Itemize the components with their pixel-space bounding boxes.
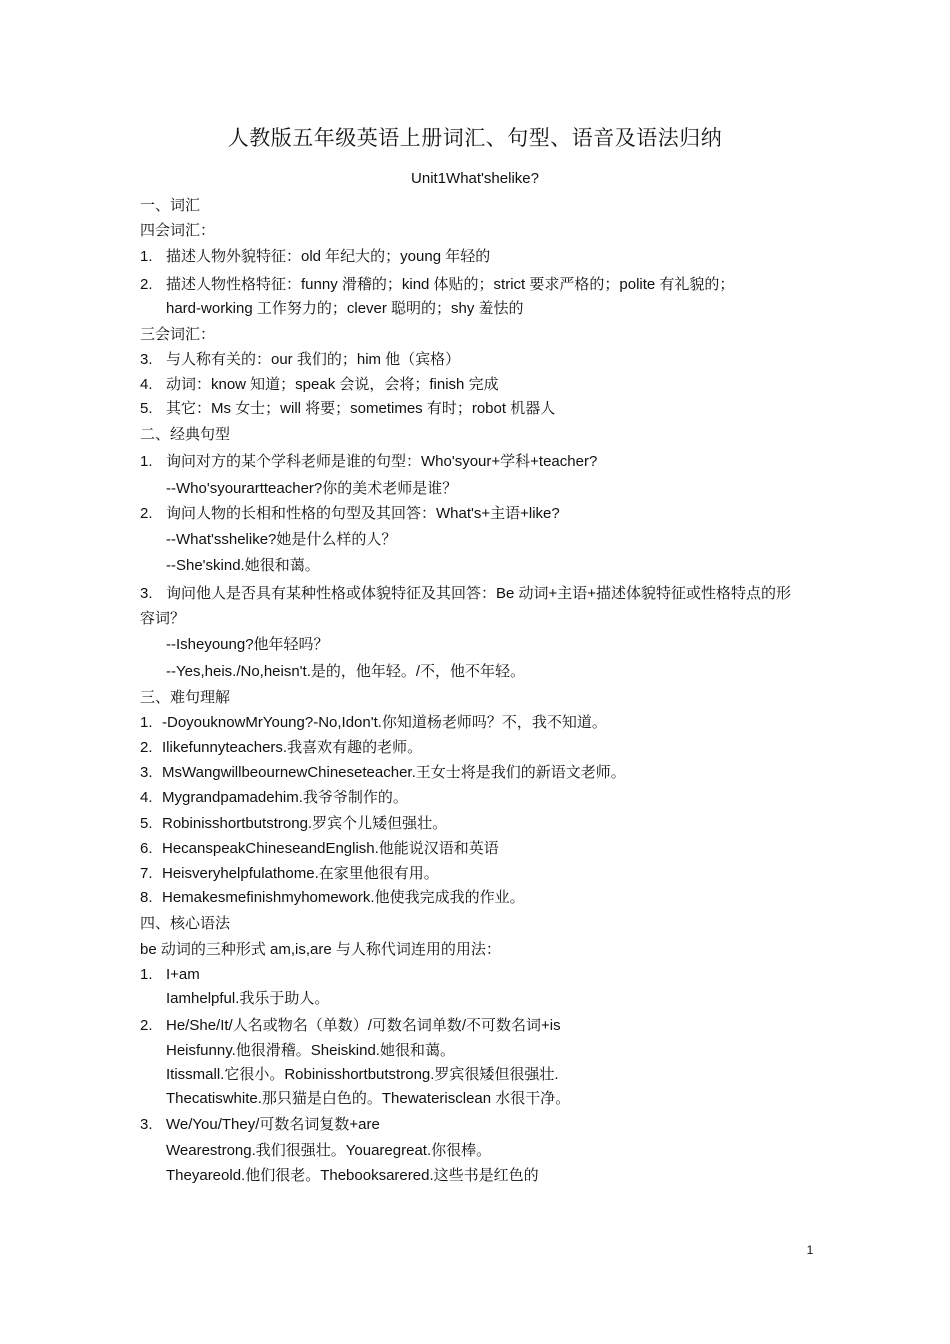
list-text: 描述人物外貌特征：old 年纪大的；young 年轻的 — [166, 248, 491, 265]
list-text: Mygrandpamadehim.我爷爷制作的。 — [162, 789, 408, 806]
example-sentence: Wearestrong.我们很强壮。Youaregreat.你很棒。 — [166, 1142, 492, 1159]
page-number: 1 — [806, 1243, 814, 1257]
list-item-continuation: hard-working 工作努力的；clever 聪明的；shy 羞怯的 — [166, 300, 524, 317]
list-number: 2. — [140, 276, 153, 293]
section-heading-grammar: 四、核心语法 — [140, 914, 231, 932]
example-sentence: --What'sshelike?她是什么样的人？ — [166, 531, 397, 548]
list-text: I+am — [166, 966, 200, 983]
list-item — [140, 864, 439, 884]
example-sentence: Heisfunny.他很滑稽。Sheiskind.她很和蔼。 — [166, 1042, 455, 1059]
list-item — [140, 738, 422, 758]
list-number: 2. — [140, 739, 153, 756]
list-text: 询问对方的某个学科老师是谁的句型：Who'syour+学科+teacher? — [166, 453, 598, 470]
list-item — [140, 965, 200, 985]
list-item — [140, 1016, 561, 1036]
list-number: 6. — [140, 840, 153, 857]
list-text: HecanspeakChineseandEnglish.他能说汉语和英语 — [162, 840, 499, 857]
list-number: 2. — [140, 505, 153, 522]
list-text: Ilikefunnyteachers.我喜欢有趣的老师。 — [162, 739, 423, 756]
list-item — [140, 763, 626, 783]
list-text: Robinisshortbutstrong.罗宾个儿矮但强壮。 — [162, 815, 448, 832]
example-sentence: Itissmall.它很小。Robinisshortbutstrong.罗宾很矮但很强壮. — [166, 1066, 559, 1083]
list-text: We/You/They/可数名词复数+are — [166, 1116, 380, 1133]
list-number: 3. — [140, 351, 153, 368]
subheading-four-skill: 四会词汇： — [140, 221, 216, 239]
example-sentence: --Isheyoung?他年轻吗？ — [166, 636, 329, 653]
list-item — [140, 452, 597, 472]
list-text: 动词：know 知道；speak 会说，会将；finish 完成 — [166, 376, 499, 393]
list-text: 询问他人是否具有某种性格或体貌特征及其回答：Be 动词+主语+描述体貌特征或性格特点的形容词？ — [140, 585, 792, 627]
list-item — [140, 581, 800, 631]
list-item — [140, 888, 525, 908]
list-text: 与人称有关的：our 我们的；him 他（宾格） — [166, 351, 461, 368]
grammar-intro: be 动词的三种形式 am,is,are 与人称代词连用的用法： — [140, 941, 501, 958]
list-number: 3. — [140, 764, 153, 781]
example-sentence: Theyareold.他们很老。Thebooksarered.这些书是红色的 — [166, 1167, 539, 1184]
section-heading-patterns: 二、经典句型 — [140, 425, 231, 443]
list-item — [140, 814, 447, 834]
list-text: 询问人物的长相和性格的句型及其回答：What's+主语+like? — [166, 505, 560, 522]
example-sentence: Thecatiswhite.那只猫是白色的。Thewaterisclean 水很干净。 — [166, 1090, 571, 1107]
list-number: 1. — [140, 714, 153, 731]
list-item — [140, 350, 460, 370]
subheading-three-skill: 三会词汇： — [140, 325, 216, 343]
section-heading-vocabulary: 一、词汇 — [140, 196, 201, 214]
list-number: 2. — [140, 1017, 153, 1034]
list-item — [140, 504, 560, 524]
section-heading-difficult-sentences: 三、难句理解 — [140, 688, 231, 706]
unit-title: Unit1What'shelike? — [411, 170, 539, 187]
list-text: MsWangwillbeournewChineseteacher.王女士将是我们的新语文老师。 — [162, 764, 626, 781]
list-number: 1. — [140, 453, 153, 470]
example-sentence: Iamhelpful.我乐于助人。 — [166, 990, 330, 1007]
list-text: 描述人物性格特征：funny 滑稽的；kind 体贴的；strict 要求严格的；polite 有礼貌的； — [166, 276, 735, 293]
list-number: 4. — [140, 376, 153, 393]
list-number: 4. — [140, 789, 153, 806]
list-number: 7. — [140, 865, 153, 882]
example-sentence: --Who'syourartteacher?你的美术老师是谁？ — [166, 480, 458, 497]
list-number: 3. — [140, 1116, 153, 1133]
list-text: 其它：Ms 女士；will 将要；sometimes 有时；robot 机器人 — [166, 400, 556, 417]
list-number: 8. — [140, 889, 153, 906]
list-item — [140, 399, 555, 419]
list-item — [140, 713, 607, 733]
list-item — [140, 247, 490, 267]
list-number: 5. — [140, 815, 153, 832]
list-item — [140, 375, 499, 395]
list-text: Hemakesmefinishmyhomework.他使我完成我的作业。 — [162, 889, 525, 906]
list-number: 1. — [140, 248, 153, 265]
example-sentence: --She'skind.她很和蔼。 — [166, 557, 320, 574]
document-title: 人教版五年级英语上册词汇、句型、语音及语法归纳 — [227, 126, 723, 150]
list-text: -DoyouknowMrYoung?-No,Idon't.你知道杨老师吗？不，我不知道。 — [162, 714, 607, 731]
list-item — [140, 839, 499, 859]
list-number: 1. — [140, 966, 153, 983]
example-sentence: --Yes,heis./No,heisn't.是的，他年轻。/不，他不年轻。 — [166, 663, 526, 680]
list-number: 3. — [140, 585, 153, 602]
list-item — [140, 788, 408, 808]
list-text: Heisveryhelpfulathome.在家里他很有用。 — [162, 865, 439, 882]
list-text: He/She/It/人名或物名（单数）/可数名词单数/不可数名词+is — [166, 1017, 561, 1034]
list-item — [140, 1115, 380, 1135]
list-number: 5. — [140, 400, 153, 417]
list-item — [140, 275, 734, 295]
